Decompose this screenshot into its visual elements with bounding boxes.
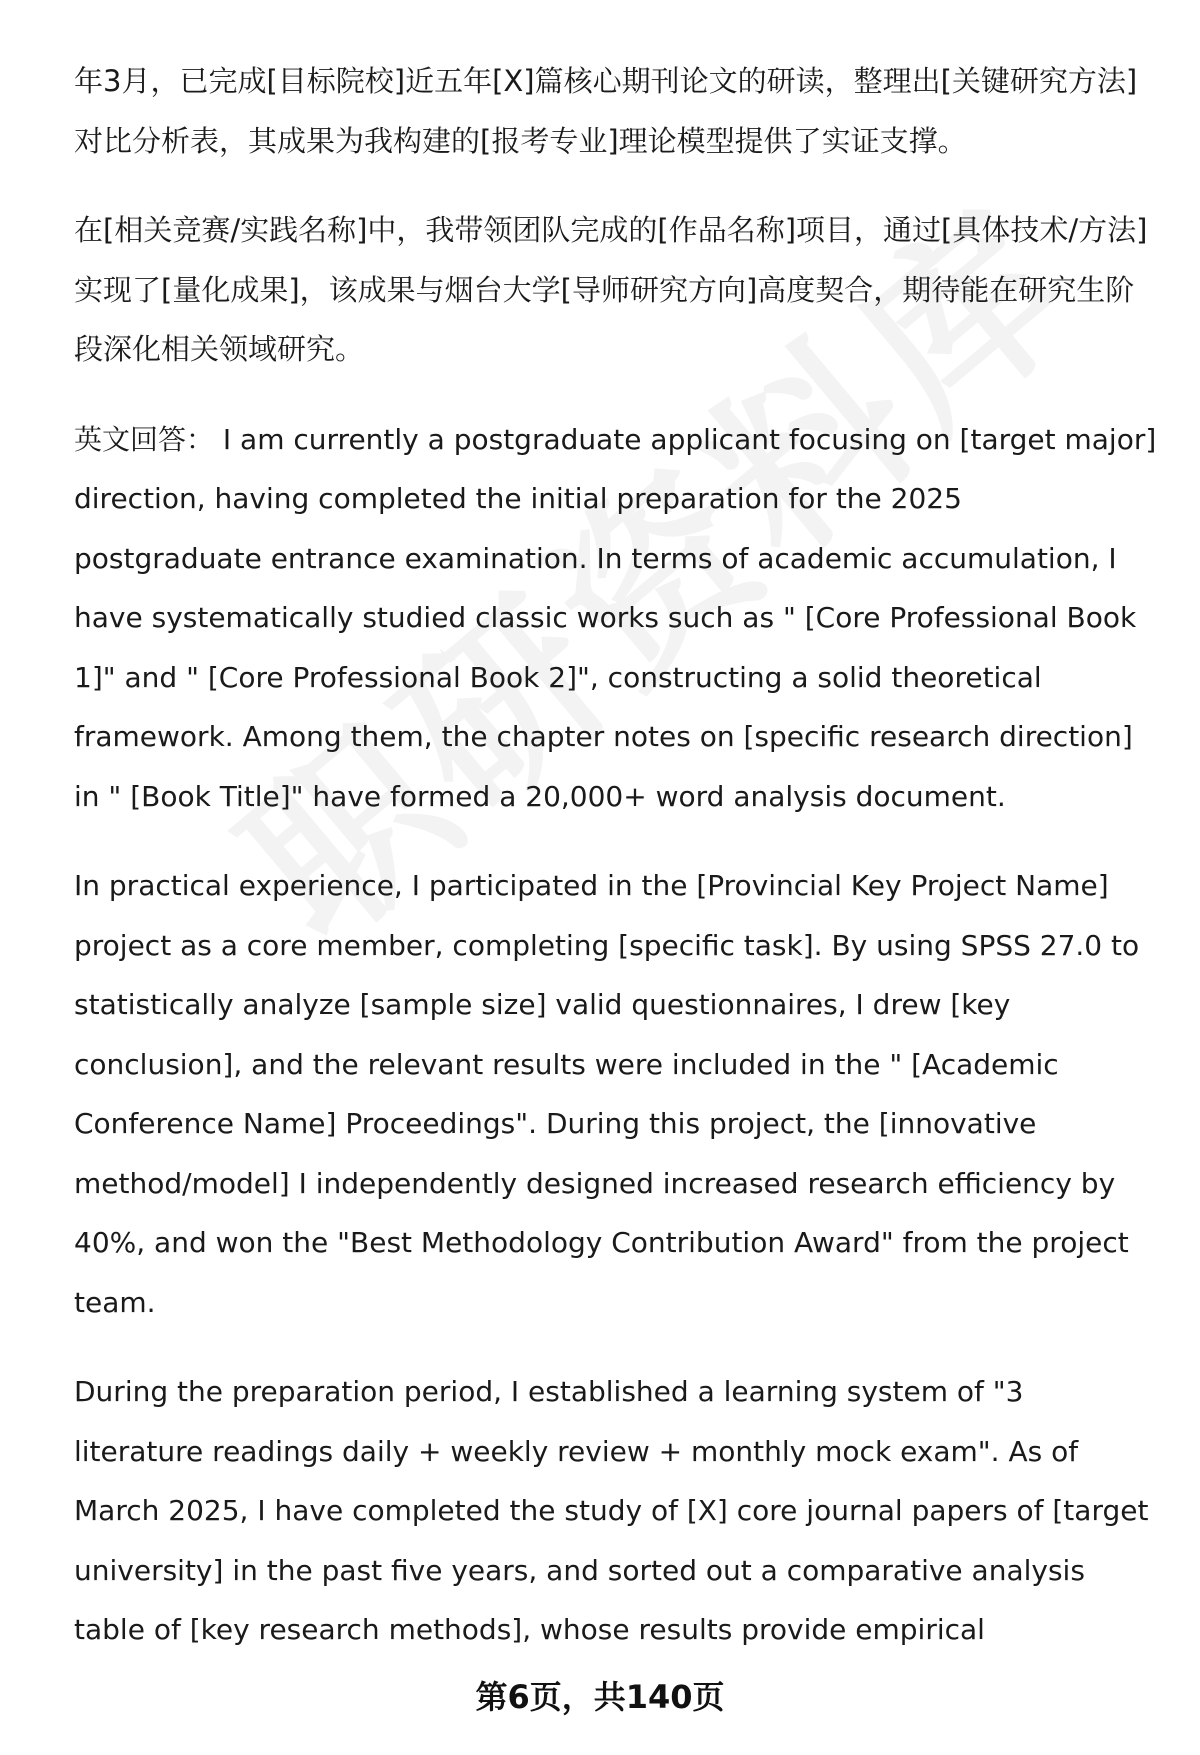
document-body [74,52,1158,1690]
paragraph-3: 英文回答： I am currently a postgraduate applicant focusing on [target major] direction, having completed the initial preparation for the 2025 postgraduate entrance examination. In terms of academic accumulation, I have systematically studied classic works such as " [Core Professional Book 1]" and " [Core Professional Book 2]", constructing a solid theoretical framework. Among them, the chapter notes on [specific research direction] in " [Book Title]" have formed a 20,000+ word analysis document. [74,422,1157,813]
paragraph-5: During the preparation period, I established a learning system of "3 literature readings daily + weekly review + monthly mock exam". As of March 2025, I have completed the study of [X] core journal papers of [target university] in the past five years, and sorted out a comparative analysis table of [key research methods], whose results provide empirical [74,1375,1149,1646]
paragraph-4: In practical experience, I participated in the [Provincial Key Project Name] project as a core member, completing [specific task]. By using SPSS 27.0 to statistically analyze [sample size] valid questionnaires, I drew [key conclusion], and the relevant results were included in the " [Academic Conference Name] Proceedings". During this project, the [innovative method/model] I independently designed increased research efficiency by 40%, and won the "Best Methodology Contribution Award" from the project team. [74,869,1140,1319]
page-number-footer: 第6页，共140页 [475,1678,725,1716]
paragraph-2: 在[相关竞赛/实践名称]中，我带领团队完成的[作品名称]项目，通过[具体技术/方法]实现了[量化成果]，该成果与烟台大学[导师研究方向]高度契合，期待能在研究生阶段深化相关领域研究。 [74,213,1148,366]
paragraph-1: 年3月，已完成[目标院校]近五年[X]篇核心期刊论文的研读，整理出[关键研究方法]对比分析表，其成果为我构建的[报考专业]理论模型提供了实证支撑。 [74,64,1138,158]
